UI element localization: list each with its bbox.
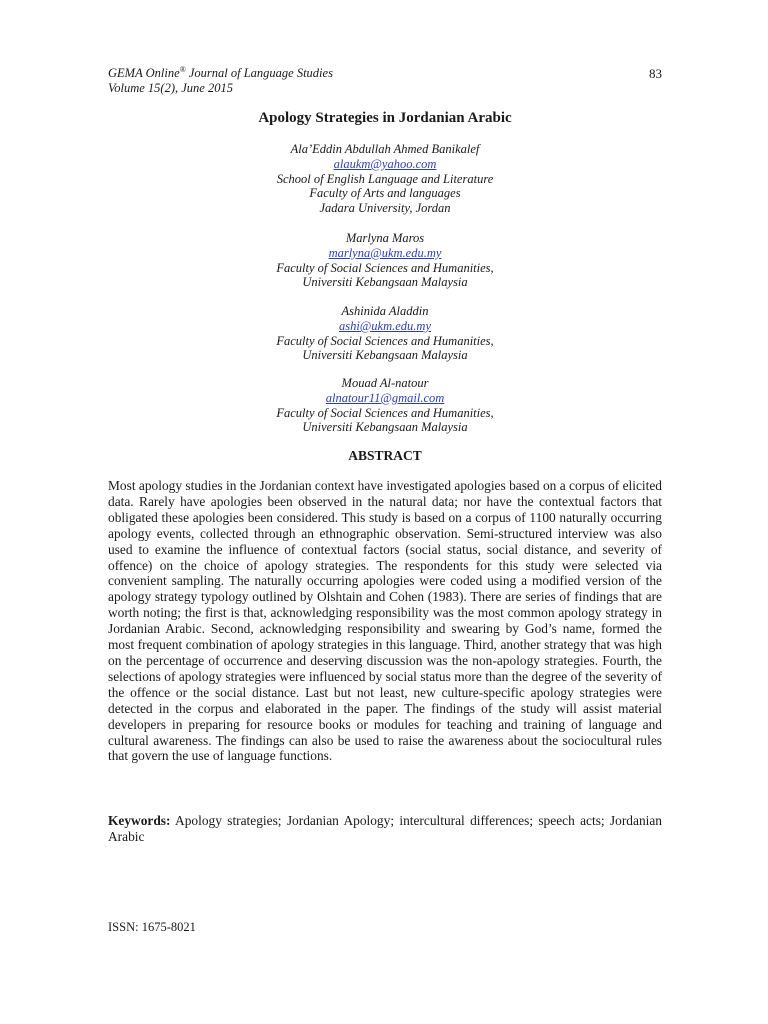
author-affiliation: Universiti Kebangsaan Malaysia (302, 348, 468, 363)
author-email-link[interactable]: marlyna@ukm.edu.my (328, 245, 442, 260)
abstract-body: Most apology studies in the Jordanian context have investigated apologies based on a corpus of elicited data. Rarely have apologies been observed in the natural data; nor have the contextual factors that obligated these apologies been considered. This study is based on a corpus of 1100 naturally occurring apology events, collected through an ethnographic observation. Semi-structured interview was also used to examine the influence of contextual factors (social status, social distance, and severity of offence) on the choice of apology strategies. The respondents for this study were selected via convenient sampling. The naturally occurring apologies were coded using a modified version of the apology strategy typology outlined by Olshtain and Cohen (1983). There are series of findings that are worth noting; the first is that, acknowledging responsibility was the most common apology strategy in Jordanian Arabic. Second, acknowledging responsibility and swearing by God’s name, formed the most frequent combination of apology strategies in this language. Third, another strategy that was high on the percentage of occurrence and deserving discussion was the non-apology strategies. Fourth, the selections of apology strategies were influenced by social status more than the degree of the severity of the offence or the social distance. Last but not least, new culture-specific apology strategies were detected in the corpus and elaborated in the paper. The findings of the study will assist material developers in preparing for resource books or modules for teaching and training of language and cultural awareness. The findings can also be used to raise the awareness about the sociocultural rules that govern the use of language functions. (108, 478, 662, 764)
author-name: Ala’Eddin Abdullah Ahmed Banikalef (290, 142, 480, 156)
author-name: Ashinida Aladdin (341, 304, 429, 318)
author-affiliation: Jadara University, Jordan (319, 201, 451, 216)
page-number: 83 (649, 66, 662, 81)
author-block (108, 231, 662, 290)
author-affiliation: Faculty of Social Sciences and Humanities, (276, 405, 494, 420)
author-affiliation: Faculty of Social Sciences and Humanities, (276, 333, 494, 348)
keywords-label: Keywords: (108, 813, 171, 828)
author-name: Mouad Al-natour (341, 376, 429, 390)
journal-volume: Volume 15(2), June 2015 (108, 81, 233, 95)
keywords-paragraph (108, 813, 662, 845)
author-block (108, 142, 662, 216)
author-affiliation: School of English Language and Literature (276, 171, 494, 186)
author-email-link[interactable]: ashi@ukm.edu.my (338, 318, 432, 333)
author-affiliation: Faculty of Social Sciences and Humanities, (276, 260, 494, 275)
issn-footer: ISSN: 1675-8021 (108, 920, 196, 934)
author-affiliation: Universiti Kebangsaan Malaysia (302, 275, 468, 290)
author-email-link[interactable]: alaukm@yahoo.com (333, 156, 437, 171)
author-block (108, 376, 662, 435)
journal-name: GEMA Online (108, 66, 180, 80)
journal-name-rest: Journal of Language Studies (185, 66, 333, 80)
author-block (108, 304, 662, 363)
paper-title: Apology Strategies in Jordanian Arabic (258, 110, 512, 126)
abstract-heading: ABSTRACT (348, 448, 422, 463)
author-email-link[interactable]: alnatour11@gmail.com (325, 390, 445, 405)
registered-mark: ® (179, 64, 186, 74)
author-name: Marlyna Maros (345, 231, 425, 245)
journal-title-line (108, 66, 333, 81)
keywords-text: Apology strategies; Jordanian Apology; intercultural differences; speech acts; Jordanian Arabic (108, 813, 662, 844)
author-affiliation: Universiti Kebangsaan Malaysia (302, 420, 468, 435)
author-affiliation: Faculty of Arts and languages (309, 186, 461, 201)
journal-header (108, 66, 333, 96)
